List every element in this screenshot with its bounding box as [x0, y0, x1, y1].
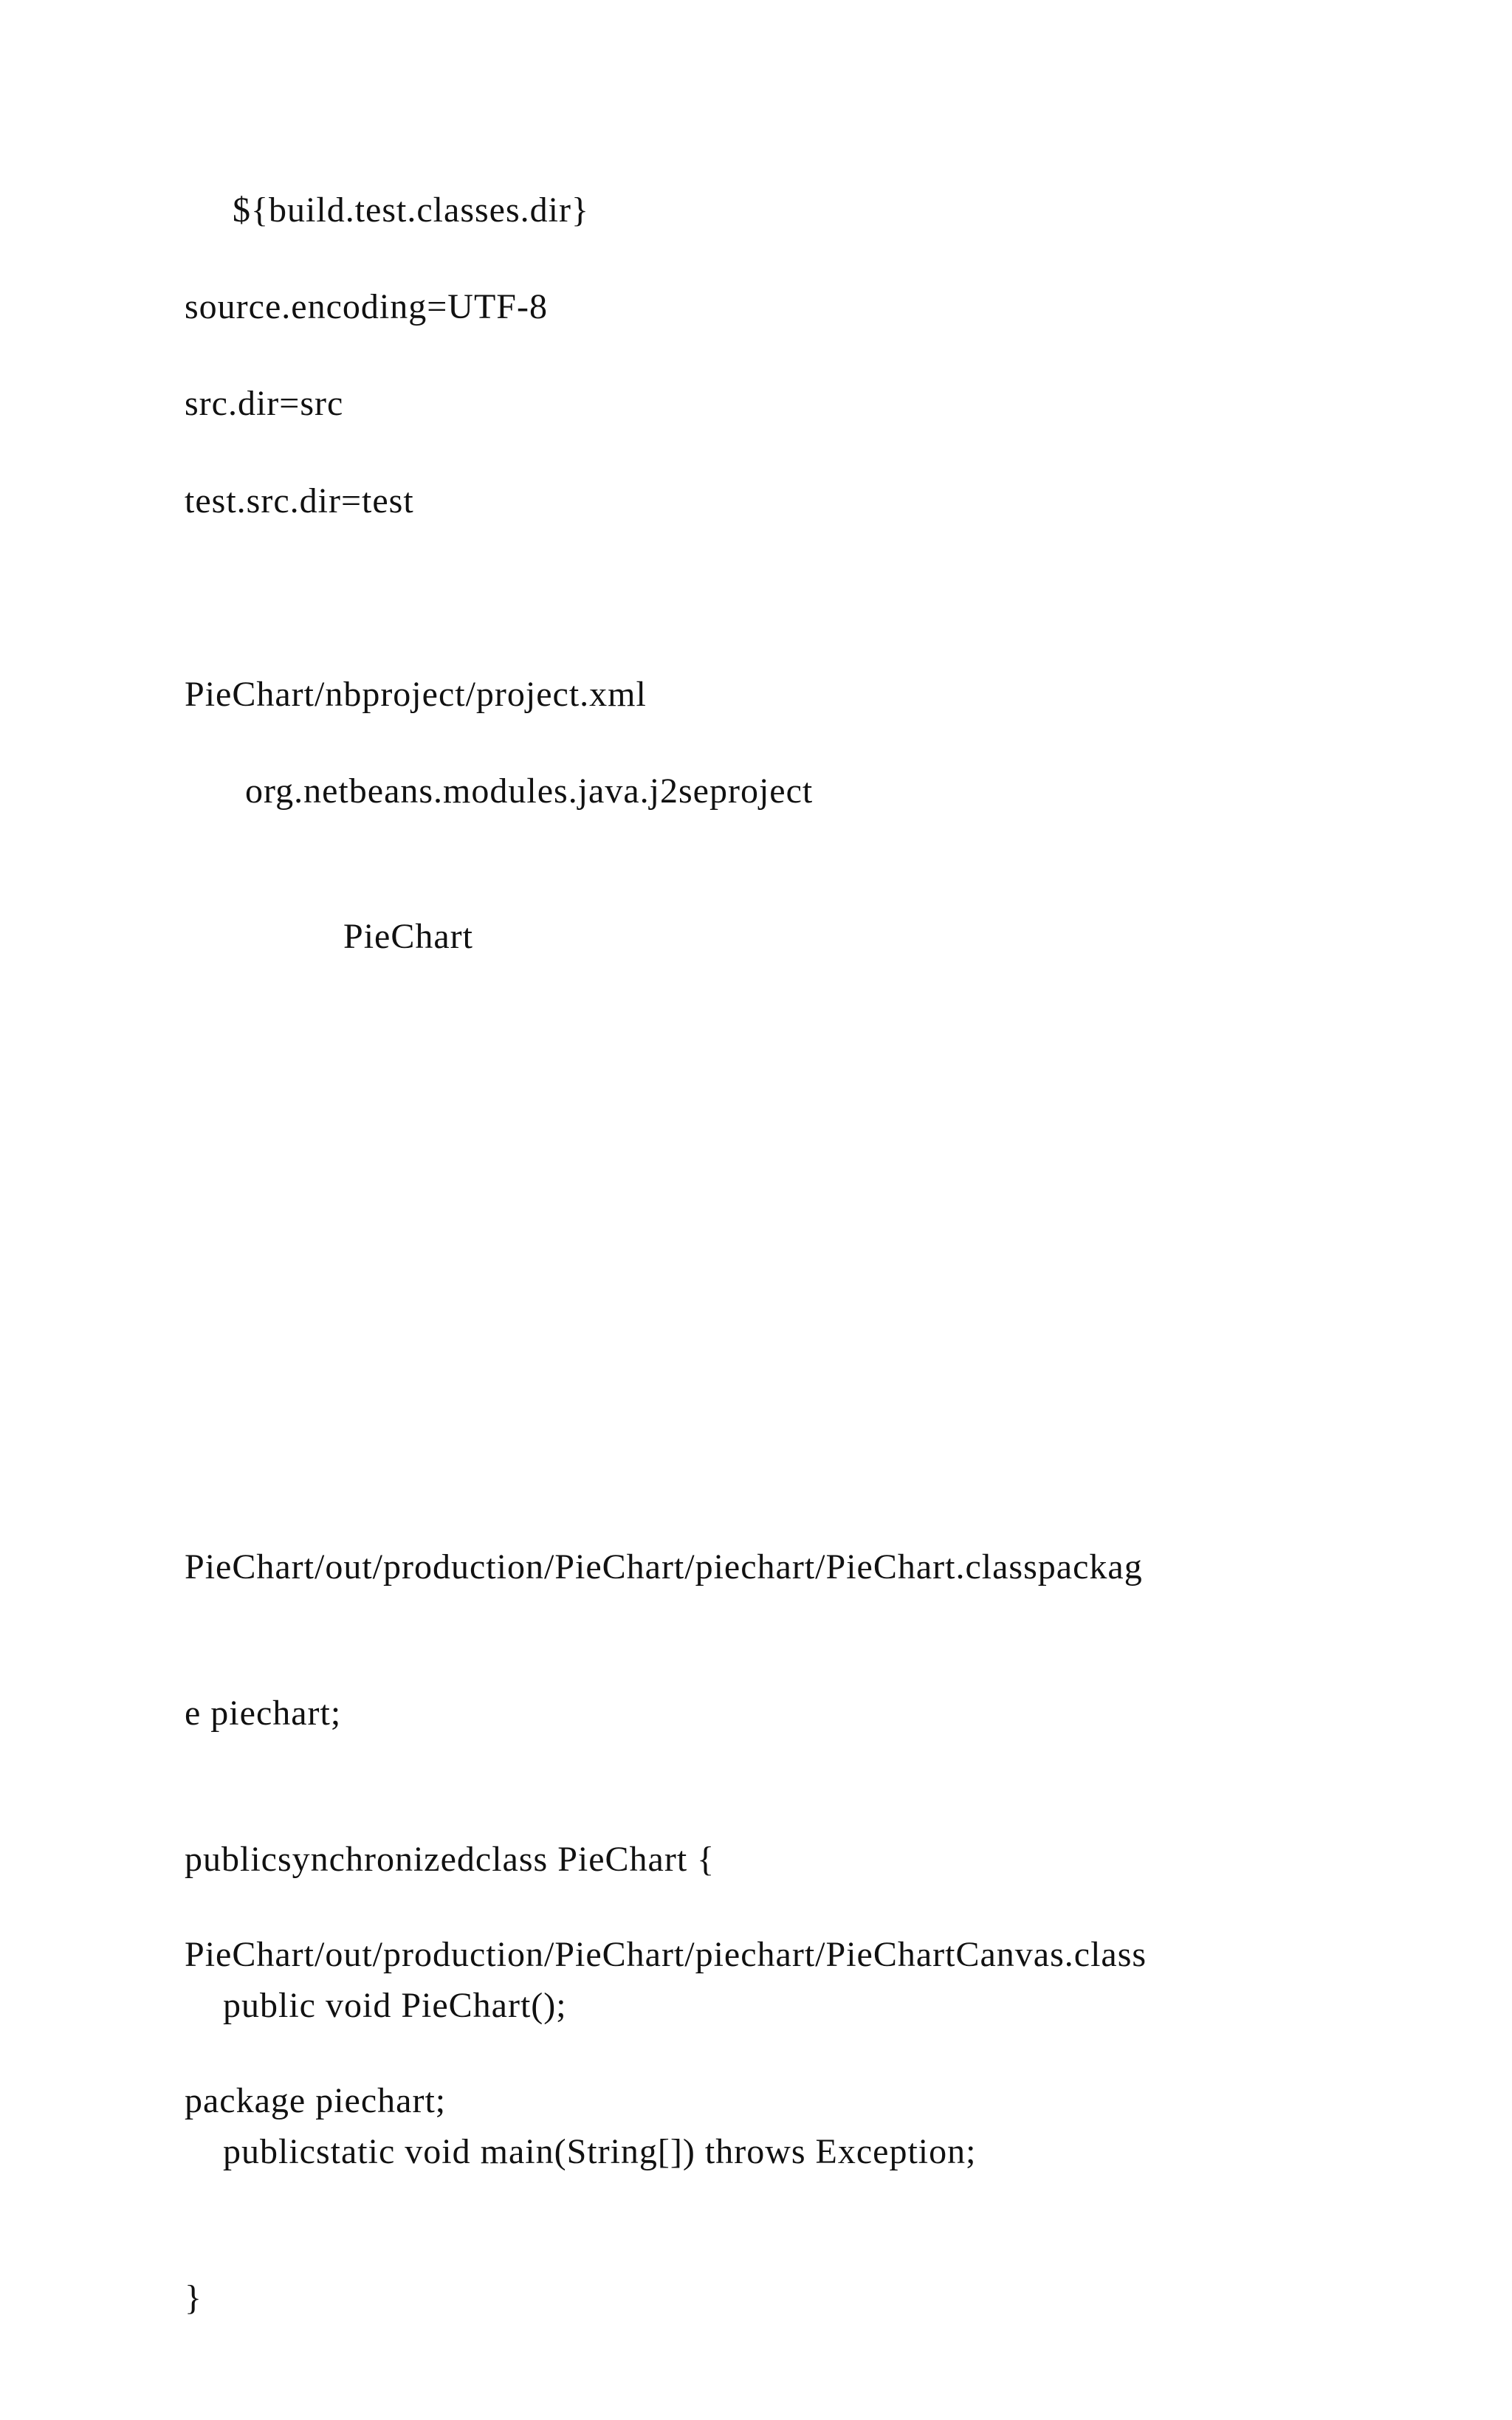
class-listing-line: public void PieChart();: [185, 1986, 567, 2025]
class-listing-line: e piechart;: [185, 1694, 342, 1733]
text-line-test-src-dir: test.src.dir=test: [185, 481, 414, 520]
text-line-project-type: org.netbeans.modules.java.j2seproject: [245, 771, 814, 811]
text-line-build-test-classes-dir: ${build.test.classes.dir}: [233, 190, 590, 230]
class-listing-line: }: [185, 2278, 203, 2317]
class-listing-line: PieChart/out/production/PieChart/piechart/PieChart.classpackag: [185, 1547, 1143, 1587]
class-listing-line: publicstatic void main(String[]) throws Exception;: [185, 2132, 977, 2171]
class-listing-line: publicsynchronizedclass PieChart {: [185, 1840, 715, 1879]
class-listing-line: package piechart;: [185, 2081, 447, 2120]
text-line-project-name: PieChart: [343, 917, 473, 956]
class-listing-line: PieChart/out/production/PieChart/piechart/PieChartCanvas.class: [185, 1935, 1147, 1974]
text-line-source-encoding: source.encoding=UTF-8: [185, 287, 548, 326]
text-line-project-xml-path: PieChart/nbproject/project.xml: [185, 675, 647, 714]
class-listing-piechartcanvas: [185, 1833, 1147, 2223]
text-line-src-dir: src.dir=src: [185, 384, 344, 423]
